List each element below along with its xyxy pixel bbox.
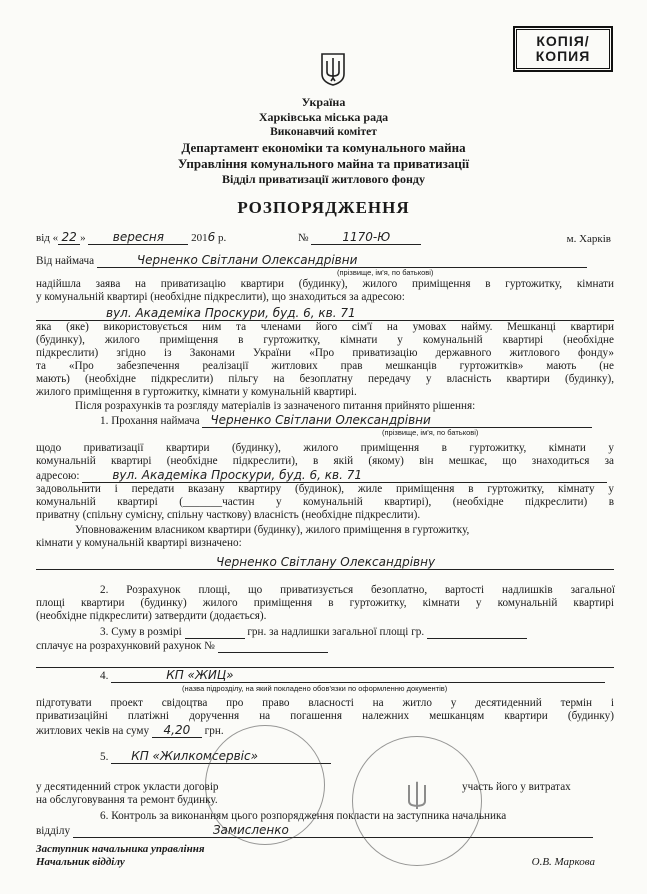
item5-line1a: у десятиденний строк укласти договір xyxy=(36,781,219,793)
tenant-line xyxy=(36,253,587,268)
item1-line4: задовольнити і передати вказану квартиру (будинок), жиле приміщення в гуртожитку, кімнату у xyxy=(36,483,614,495)
order-day: 22 xyxy=(58,230,80,245)
p1-line3: яка (яке) використовується ним та членами його сім'ї на умовах найму. Мешканці квартири xyxy=(36,321,614,333)
order-year-digit: 6 xyxy=(207,230,216,244)
p1-line4: (будинку), жилого приміщення в гуртожитку, кімнати у комунальній квартирі (необхідне xyxy=(36,334,614,346)
footer-left xyxy=(36,843,205,869)
item5-line1b: участь його у витратах xyxy=(462,781,571,793)
copy-stamp-line2: КОПИЯ xyxy=(535,48,591,64)
order-number-value: 1170-Ю xyxy=(311,230,421,245)
item1-label: 1. Прохання наймача xyxy=(100,415,200,427)
tenant-name: Черненко Світлани Олександрівни xyxy=(97,253,587,268)
header-directorate: Управління комунального майна та приватизації xyxy=(177,156,470,171)
p1-line2: у комунальній квартирі (необхідне підкреслити), що знаходиться за адресою: xyxy=(36,291,405,303)
item1-line8: кімнати у комунальній квартирі визначено: xyxy=(36,537,242,549)
address-value: вул. Академіка Проскури, буд. 6, кв. 71 xyxy=(36,306,614,321)
item6-line1: 6. Контроль за виконанням цього розпорядження покласти на заступника начальника xyxy=(100,810,507,822)
item1-line2: комунальній квартирі (необхідне підкреслити), в якій (якому) він мешкає, що знаходиться за xyxy=(36,455,614,467)
p1-line7: мають) (необхідне підкреслити) пільгу на безоплатну передачу у власність квартири (будинку), xyxy=(36,373,614,385)
item3-line2: сплачує на розрахунковий рахунок № xyxy=(36,640,328,653)
item4-sum: 4,20 xyxy=(152,723,202,738)
document-title: РОЗПОРЯДЖЕННЯ xyxy=(237,198,410,217)
seal-trident-icon xyxy=(401,777,433,817)
round-seal-right xyxy=(352,736,482,866)
copy-stamp xyxy=(513,26,613,72)
item4-line1: підготувати проект свідоцтва про право власності на житло у десятиденний термін і xyxy=(36,697,614,709)
item2-line3: (необхідне підкреслити) затвердити (додається). xyxy=(36,610,267,622)
item5-line2: на обслуговування та ремонт будинку. xyxy=(36,794,218,806)
round-seal-left xyxy=(205,725,325,845)
p1-line1: надійшла заява на приватизацію квартири (будинку), жилого приміщення в гуртожитку, кімнати xyxy=(36,278,614,290)
tenant-name-hint: (прізвище, ім'я, по батькові) xyxy=(337,268,434,277)
copy-stamp-line1: КОПІЯ/ xyxy=(536,33,590,49)
item4-line3: житлових чеків на суму 4,20 грн. xyxy=(36,723,224,737)
header-country: Україна xyxy=(301,95,346,109)
footer-signatory-name: О.В. Маркова xyxy=(531,856,595,868)
p1-line5: підкреслити) згідно із Законами України «Про приватизацію державного житлового фонду» xyxy=(36,347,614,359)
item1-line1: щодо приватизації квартири (будинку), жилого приміщення в гуртожитку, кімнати у xyxy=(36,442,614,454)
item4-org: КП «ЖИЦ» xyxy=(111,668,605,683)
header-committee: Виконавчий комітет xyxy=(270,126,377,138)
item1-address-line: адресою: вул. Академіка Проскури, буд. 6, кв. 71 xyxy=(36,468,607,483)
item3-line1: 3. Суму в розмірі грн. за надлишки загальної площі гр. xyxy=(100,626,527,639)
order-number: № 1170-Ю xyxy=(298,230,421,245)
decision-intro: Після розрахунків та розгляду матеріалів із зазначеного питання прийнято рішення: xyxy=(75,400,476,412)
item1-name-hint: (прізвище, ім'я, по батькові) xyxy=(382,428,479,437)
item4-hint: (назва підрозділу, на який покладено обов'язки по оформленню документів) xyxy=(182,684,448,693)
item1-address: вул. Академіка Проскури, буд. 6, кв. 71 xyxy=(82,468,607,483)
item5-org: КП «Жилкомсервіс» xyxy=(111,749,331,764)
address-line xyxy=(36,304,614,322)
item2-line1: 2. Розрахунок площі, що приватизується безоплатно, вартості надлишків загальної xyxy=(100,584,615,596)
item1-line xyxy=(100,413,592,428)
item1-line7: Уповноваженим власником квартири (будинку), жилого приміщення в гуртожитку, xyxy=(75,524,470,536)
item2-line2: площі квартири (будинку) жилого приміщення в гуртожитку, кімнати у комунальній квартирі xyxy=(36,597,614,609)
item4-line2: приватизаційні платіжні доручення на погашення належних мешканцям квартири (будинку) xyxy=(36,710,614,722)
owner-line xyxy=(36,553,614,571)
order-city: м. Харків xyxy=(566,233,611,245)
header-department: Департамент економіки та комунального майна xyxy=(181,140,466,155)
header-council: Харківська міська рада xyxy=(258,110,389,124)
item3-blank-line xyxy=(36,655,614,668)
item4-line: 4. КП «ЖИЦ» xyxy=(100,668,605,683)
p1-line6: та «Про забезпечення реалізації житлових прав мешканців гуртожитків» мають (не xyxy=(36,360,614,372)
order-month: вересня xyxy=(88,230,188,245)
p1-line8: жилого приміщення в гуртожитку, кімнати у комунальній квартирі. xyxy=(36,386,357,398)
item6-line2: відділу Замисленко xyxy=(36,823,593,838)
header-division: Відділ приватизації житлового фонду xyxy=(222,172,425,186)
item1-line6: приватну (спільну сумісну, спільну часткову) власність (необхідне підкреслити). xyxy=(36,509,421,521)
item6-signature: Замисленко xyxy=(73,823,593,838)
footer-deputy-head: Заступник начальника управління xyxy=(36,843,205,855)
order-date: від « 22 » вересня 2016 р. xyxy=(36,230,227,244)
item5-line: 5. КП «Жилкомсервіс» xyxy=(100,749,331,764)
trident-emblem-icon xyxy=(320,52,346,86)
tenant-label: Від наймача xyxy=(36,255,95,267)
item1-name: Черненко Світлани Олександрівни xyxy=(202,413,592,428)
footer-division-head: Начальник відділу xyxy=(36,856,125,868)
owner-name: Черненко Світлану Олександрівну xyxy=(36,555,614,570)
item1-line5: комунальній квартирі (_______частин у комунальній квартирі), (необхідне підкреслити) в xyxy=(36,496,614,508)
